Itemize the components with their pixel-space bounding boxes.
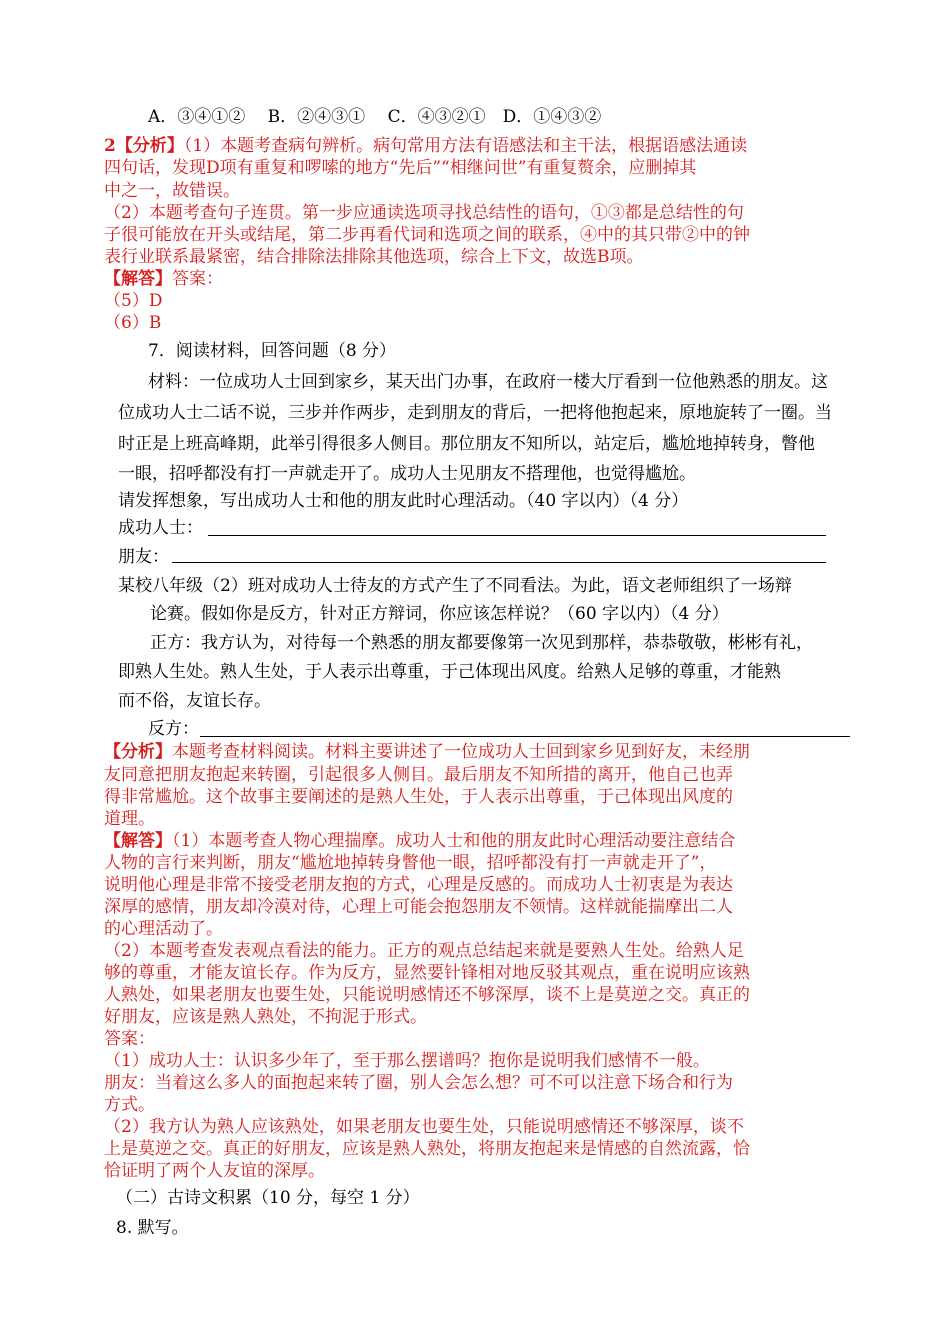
q6-options: A．③④①② B．②④③① C．④③②① D．①④③② <box>148 107 602 127</box>
q7-debate-1: 某校八年级（2）班对成功人士待友的方式产生了不同看法。为此，语文老师组织了一场辩 <box>118 576 792 596</box>
q8-title: 8. 默写。 <box>116 1218 189 1238</box>
answer-7-line-3: 说明他心理是非常不接受老朋友抱的方式，心理是反感的。而成功人士初衷是为表达 <box>104 875 733 895</box>
analysis-7-text-1: 本题考查材料阅读。材料主要讲述了一位成功人士回到家乡见到好友，未经朋 <box>172 742 750 762</box>
q7-material-2: 位成功人士二话不说，三步并作两步，走到朋友的背后，一把将他抱起来，原地旋转了一圈。当 <box>118 403 832 423</box>
analysis-2-line-6: 表行业联系最紧密，结合排除法排除其他选项，综合上下文，故选B项。 <box>104 247 644 267</box>
answer-7-result-5: 上是莫逆之交。真正的好朋友，应该是熟人熟处，将朋友抱起来是情感的自然流露，恰 <box>104 1139 750 1159</box>
analysis-2-line-5: 子很可能放在开头或结尾，第二步再看代词和选项之间的联系，④中的其只带②中的钟 <box>104 225 750 245</box>
analysis-7-line-3: 得非常尴尬。这个故事主要阐述的是熟人生处，于人表示出尊重，于己体现出风度的 <box>104 787 733 807</box>
q7-label-fanfang: 反方： <box>148 719 199 739</box>
q7-debate-2: 论赛。假如你是反方，针对正方辩词，你应该怎样说？（60 字以内）（4 分） <box>150 604 729 624</box>
q7-material-3: 时正是上班高峰期，此举引得很多人侧目。那位朋友不知所以，站定后，尴尬地掉转身，瞥他 <box>118 434 815 454</box>
answer-2-item-5: （5）D <box>104 291 163 311</box>
analysis-7-tag: 【分析】 <box>104 742 172 762</box>
analysis-2-line-3: 中之一，故错误。 <box>104 181 240 201</box>
q7-title: 7．阅读材料，回答问题（8 分） <box>148 341 397 361</box>
analysis-7-line-2: 友同意把朋友抱起来转圈，引起很多人侧目。最后朋友不知所措的离开，他自己也弄 <box>104 765 733 785</box>
q7-zhengfang-2: 即熟人生处。熟人生处，于人表示出尊重，于己体现出风度。给熟人足够的尊重，才能熟 <box>118 662 781 682</box>
answer-7-result-2: 朋友：当着这么多人的面抱起来转了圈，别人会怎么想？可不可以注意下场合和行为 <box>104 1073 733 1093</box>
answer-7-line-7: 够的尊重，才能友谊长存。作为反方，显然要针锋相对地反驳其观点，重在说明应该熟 <box>104 963 750 983</box>
analysis-2-number: 2 <box>104 136 116 156</box>
analysis-2-line-1 <box>104 135 747 157</box>
analysis-7-line-4: 道理。 <box>104 809 155 829</box>
answer-7-line-9: 好朋友，应该是熟人熟处，不拘泥于形式。 <box>104 1007 427 1027</box>
answer-7-result-3: 方式。 <box>104 1095 155 1115</box>
answer-7-tag: 【解答】 <box>104 831 172 851</box>
answer-2-label: 答案： <box>172 269 223 289</box>
answer-7-result-6: 恰证明了两个人友谊的深厚。 <box>104 1161 325 1181</box>
analysis-2-text-1: （1）本题考查病句辨析。病句常用方法有语感法和主干法，根据语感法通读 <box>183 136 748 156</box>
answer-2-tag: 【解答】 <box>104 269 172 289</box>
analysis-2-line-4: （2）本题考查句子连贯。第一步应通读选项寻找总结性的语句，①③都是总结性的句 <box>104 203 744 223</box>
answer-7-result-1: （1）成功人士：认识多少年了，至于那么摆谱吗？抱你是说明我们感情不一般。 <box>104 1051 710 1071</box>
answer-2-item-6: （6）B <box>104 313 162 333</box>
answer-7-line-4: 深厚的感情，朋友却冷漠对待，心理上可能会抱怨朋友不领情。这样就能揣摩出二人 <box>104 897 733 917</box>
analysis-2-line-2: 四句话，发现D项有重复和啰嗦的地方“先后”“相继问世”有重复赘余，应删掉其 <box>104 158 697 178</box>
answer-2-line <box>104 268 223 290</box>
analysis-7-line-1 <box>104 741 750 763</box>
q7-zhengfang-1: 正方：我方认为，对待每一个熟悉的朋友都要像第一次见到那样，恭恭敬敬，彬彬有礼， <box>150 633 813 653</box>
q7-zhengfang-3: 而不俗，友谊长存。 <box>118 691 271 711</box>
answer-7-result-4: （2）我方认为熟人应该熟处，如果老朋友也要生处，只能说明感情还不够深厚，谈不 <box>104 1117 744 1137</box>
answer-7-line-8: 人熟处，如果老朋友也要生处，只能说明感情还不够深厚，谈不上是莫逆之交。真正的 <box>104 985 750 1005</box>
analysis-2-tag: 【分析】 <box>115 136 184 156</box>
q7-answer-line-success[interactable] <box>208 535 826 536</box>
q7-label-friend: 朋友： <box>118 547 169 567</box>
answer-7-line-2: 人物的言行来判断，朋友“尴尬地掉转身瞥他一眼，招呼都没有打一声就走开了”， <box>104 853 717 873</box>
section-2-title: （二）古诗文积累（10 分，每空 1 分） <box>116 1188 420 1208</box>
answer-7-text-1: （1）本题考查人物心理揣摩。成功人士和他的朋友此时心理活动要注意结合 <box>172 831 736 851</box>
answer-7-line-5: 的心理活动了。 <box>104 919 223 939</box>
q7-instruction: 请发挥想象，写出成功人士和他的朋友此时心理活动。（40 字以内）（4 分） <box>118 491 689 511</box>
q7-answer-line-fanfang[interactable] <box>200 736 850 737</box>
answer-7-label: 答案： <box>104 1029 155 1049</box>
answer-7-line-6: （2）本题考查发表观点看法的能力。正方的观点总结起来就是要熟人生处。给熟人足 <box>104 941 744 961</box>
q7-material-1: 材料：一位成功人士回到家乡，某天出门办事，在政府一楼大厅看到一位他熟悉的朋友。这 <box>148 372 828 392</box>
answer-7-line-1 <box>104 830 735 852</box>
q7-material-4: 一眼，招呼都没有打一声就走开了。成功人士见朋友不搭理他，也觉得尴尬。 <box>118 464 696 484</box>
q7-answer-line-friend[interactable] <box>172 562 826 563</box>
q7-label-success: 成功人士： <box>118 518 203 538</box>
